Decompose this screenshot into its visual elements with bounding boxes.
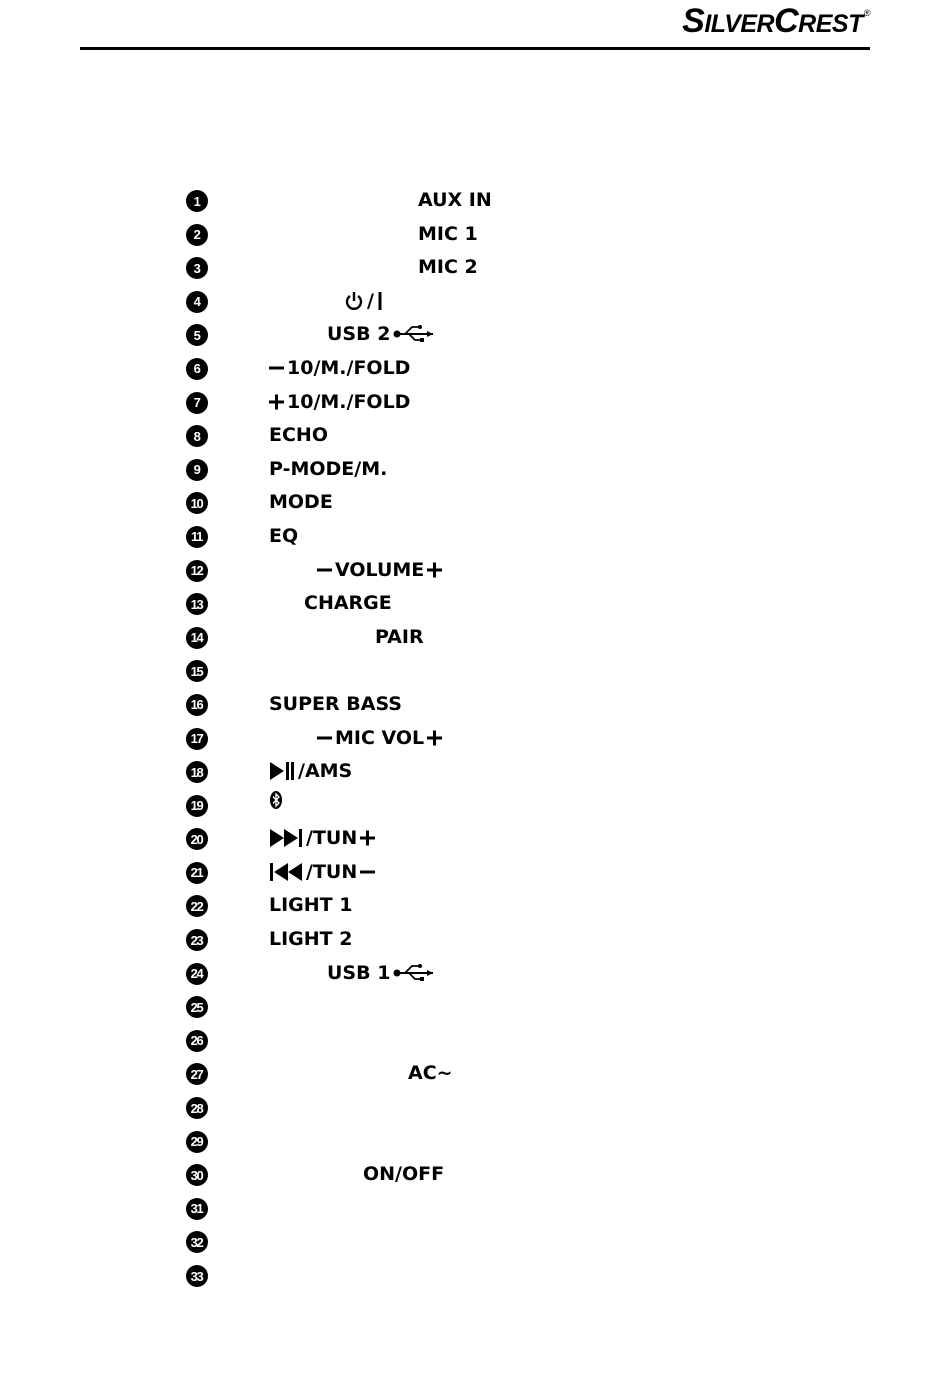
item-number: 27 [186,1063,208,1085]
item-number: 10 [186,492,208,514]
item-number: 13 [186,593,208,615]
item-label [269,790,283,810]
item-text: USB 2 [327,323,391,346]
item-text: LIGHT 1 [269,894,353,917]
item-label [269,353,410,383]
item-number: 3 [186,257,208,279]
item-number: 24 [186,963,208,985]
item-number: 26 [186,1030,208,1052]
item-text: AUX IN [418,189,492,211]
item-number: 33 [186,1265,208,1287]
item-text: /TUN [306,827,358,850]
minus-icon [317,560,332,580]
next-track-icon [269,828,303,848]
item-text: VOLUME [335,558,425,581]
plus-icon [427,560,442,580]
item-text: LIGHT 2 [269,928,353,951]
plus-icon [269,392,284,412]
item-number: 16 [186,694,208,716]
item-number: 31 [186,1198,208,1220]
item-label [317,555,442,585]
item-number: 9 [186,459,208,481]
previous-track-icon [269,862,303,882]
usb-icon [393,324,437,344]
plus-icon [360,828,375,848]
item-number: 12 [186,560,208,582]
item-label [269,454,387,484]
on-bar-icon [377,291,383,311]
item-label [375,622,424,652]
registered-mark: ® [863,8,870,18]
item-text: /TUN [306,860,358,883]
brand-letters: ILVER [704,10,775,38]
item-text: MIC VOL [335,726,425,749]
item-label [269,689,402,719]
item-number: 11 [186,526,208,548]
minus-icon [317,728,332,748]
item-number: 18 [186,761,208,783]
item-text: P-MODE/M. [269,457,388,480]
item-number: 17 [186,728,208,750]
item-label [327,319,437,349]
item-label [269,823,375,853]
bluetooth-icon [269,790,283,810]
item-text: PAIR [375,625,424,648]
item-number: 4 [186,291,208,313]
item-number: 22 [186,895,208,917]
item-label [418,252,478,282]
item-number: 8 [186,425,208,447]
item-number: 20 [186,828,208,850]
item-label [269,857,375,887]
item-label [269,756,352,786]
item-text: /AMS [298,760,353,783]
brand-logo [682,2,870,40]
item-label [363,1159,444,1189]
brand-letter: C [774,2,799,40]
item-text: MIC 1 [418,222,478,245]
plus-icon [427,728,442,748]
item-text: USB 1 [327,961,391,984]
item-label [327,958,437,988]
item-number: 21 [186,862,208,884]
item-number: 2 [186,224,208,246]
item-label [418,185,492,215]
item-text: AC~ [408,1062,453,1085]
item-text: 10/M./FOLD [287,390,411,413]
item-number: 30 [186,1164,208,1186]
item-label [304,588,392,618]
item-number: 15 [186,660,208,682]
item-text: CHARGE [304,592,392,615]
item-text: MIC 2 [418,256,478,279]
item-label [408,1058,453,1088]
item-label [344,286,383,316]
item-number: 5 [186,324,208,346]
item-number: 28 [186,1097,208,1119]
item-label [269,387,410,417]
item-label [418,219,478,249]
usb-icon [393,963,437,983]
item-text: / [367,289,374,312]
item-number: 29 [186,1131,208,1153]
item-text: MODE [269,491,333,514]
item-label [269,521,298,551]
item-number: 1 [186,190,208,212]
item-text: ECHO [269,424,328,447]
item-text: SUPER BASS [269,692,402,715]
header-rule [80,47,870,50]
item-label [269,924,352,954]
item-number: 25 [186,996,208,1018]
item-label [269,420,328,450]
item-number: 7 [186,392,208,414]
item-label [317,723,442,753]
item-label [269,487,333,517]
item-text: ON/OFF [363,1163,445,1186]
minus-icon [269,358,284,378]
brand-letters: REST [798,10,863,38]
item-number: 32 [186,1231,208,1253]
item-label [269,890,352,920]
item-text: 10/M./FOLD [287,356,411,379]
item-number: 23 [186,929,208,951]
item-text: EQ [269,524,299,547]
play-pause-icon [269,761,295,781]
item-number: 14 [186,627,208,649]
item-number: 6 [186,358,208,380]
brand-letter: S [682,2,705,40]
power-icon [344,291,364,311]
minus-icon [360,862,375,882]
item-number: 19 [186,795,208,817]
